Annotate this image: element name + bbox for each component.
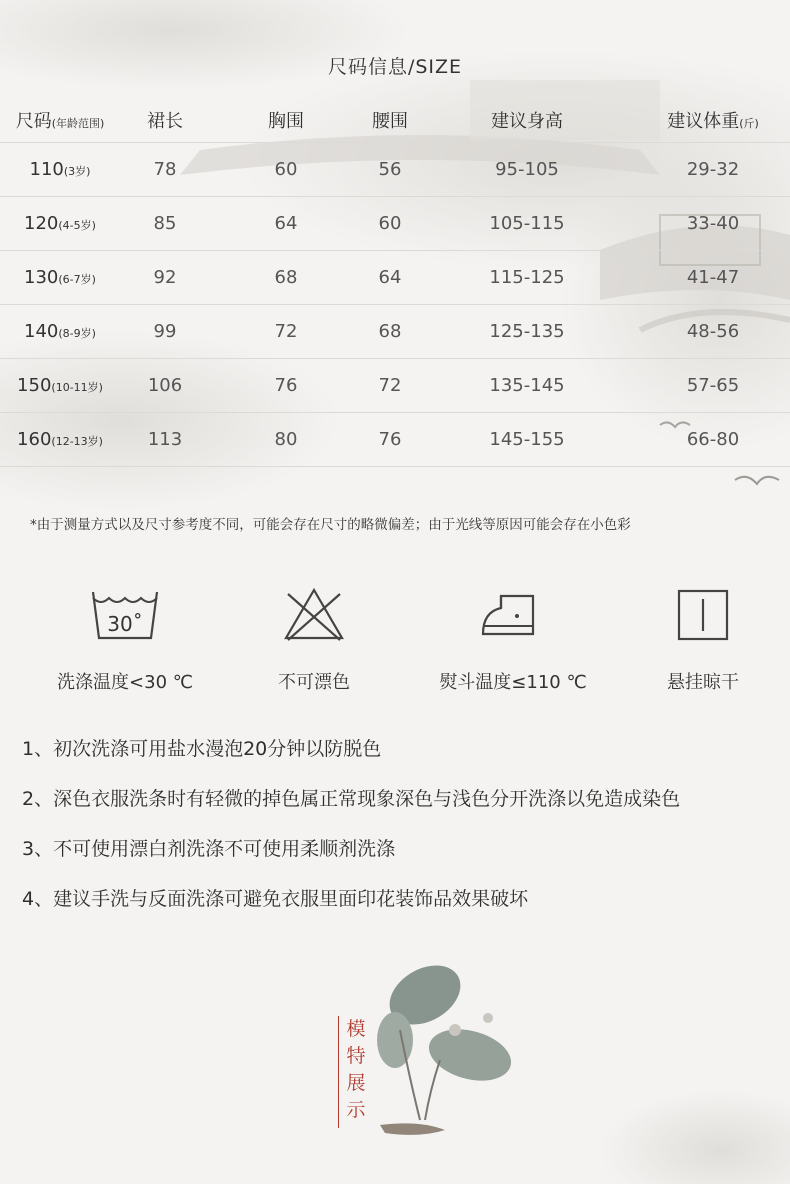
cell-chest: 80 — [210, 413, 362, 467]
cell-height: 115-125 — [418, 251, 636, 305]
cell-waist: 60 — [362, 197, 418, 251]
wash-30-icon — [25, 586, 225, 644]
col-header-size: 尺码(年龄范围) — [15, 111, 105, 132]
cell-weight: 57-65 — [636, 359, 790, 413]
table-row — [0, 413, 790, 467]
seal-char: 示 — [346, 1099, 366, 1121]
measurement-note: *由于测量方式以及尺寸参考度不同，可能会存在尺寸的略微偏差；由于光线等原因可能会存在小色彩 — [30, 517, 631, 533]
cell-waist: 64 — [362, 251, 418, 305]
no-bleach-icon — [214, 586, 414, 644]
cell-height: 145-155 — [418, 413, 636, 467]
table-row — [0, 359, 790, 413]
tip-item: 1、初次洗涤可用盐水漫泡20分钟以防脱色 — [22, 738, 382, 760]
cell-height: 135-145 — [418, 359, 636, 413]
col-header-length: 裙长 — [147, 111, 183, 132]
table-row — [0, 305, 790, 359]
cell-length: 113 — [120, 413, 210, 467]
seal-char: 特 — [346, 1045, 366, 1067]
seal-char: 模 — [346, 1018, 366, 1040]
cell-chest: 60 — [210, 143, 362, 197]
table-row — [0, 197, 790, 251]
tip-item: 3、不可使用漂白剂洗涤不可使用柔顺剂洗涤 — [22, 838, 396, 860]
care-label-wash: 洗涤温度<30 ℃ — [57, 672, 193, 693]
iron-icon — [413, 586, 613, 644]
col-header-waist: 腰围 — [372, 111, 408, 132]
cell-length: 92 — [120, 251, 210, 305]
cell-height: 95-105 — [418, 143, 636, 197]
page-title: 尺码信息/SIZE — [327, 56, 463, 78]
tip-item: 4、建议手洗与反面洗涤可避免衣服里面印花装饰品效果破坏 — [22, 888, 529, 910]
cell-height: 105-115 — [418, 197, 636, 251]
cell-waist: 56 — [362, 143, 418, 197]
cell-height: 125-135 — [418, 305, 636, 359]
size-table — [0, 98, 790, 467]
cell-chest: 68 — [210, 251, 362, 305]
model-display-seal — [338, 1016, 373, 1128]
care-label-no-bleach: 不可漂色 — [278, 672, 350, 693]
cell-chest: 72 — [210, 305, 362, 359]
cell-size: 120(4-5岁) — [0, 197, 120, 251]
cell-weight: 41-47 — [636, 251, 790, 305]
care-tips-list — [22, 735, 680, 935]
seal-char: 展 — [346, 1072, 366, 1094]
table-header-row — [0, 98, 790, 143]
cell-length: 99 — [120, 305, 210, 359]
cell-waist: 76 — [362, 413, 418, 467]
cell-chest: 64 — [210, 197, 362, 251]
tip-item: 2、深色衣服洗条时有轻微的掉色属正常现象深色与浅色分开洗涤以免造成染色 — [22, 788, 681, 810]
wash-temp-text: 30˚ — [107, 612, 143, 636]
cell-weight: 33-40 — [636, 197, 790, 251]
table-row — [0, 251, 790, 305]
care-item-hang-dry — [603, 586, 790, 694]
cell-weight: 66-80 — [636, 413, 790, 467]
care-label-iron: 熨斗温度≤110 ℃ — [439, 672, 587, 693]
cell-chest: 76 — [210, 359, 362, 413]
care-item-wash — [25, 586, 225, 694]
cell-length: 85 — [120, 197, 210, 251]
col-header-weight: 建议体重(斤) — [667, 111, 759, 132]
care-label-hang-dry: 悬挂晾干 — [667, 672, 739, 693]
care-item-no-bleach — [214, 586, 414, 694]
cell-weight: 29-32 — [636, 143, 790, 197]
cell-size: 130(6-7岁) — [0, 251, 120, 305]
cell-weight: 48-56 — [636, 305, 790, 359]
cell-length: 106 — [120, 359, 210, 413]
cell-waist: 68 — [362, 305, 418, 359]
hang-dry-icon — [603, 586, 790, 644]
cell-length: 78 — [120, 143, 210, 197]
col-header-chest: 胸围 — [268, 111, 304, 132]
cell-size: 150(10-11岁) — [0, 359, 120, 413]
col-header-height: 建议身高 — [491, 111, 563, 132]
cell-size: 140(8-9岁) — [0, 305, 120, 359]
care-item-iron — [413, 586, 613, 694]
table-row — [0, 143, 790, 197]
cell-size: 160(12-13岁) — [0, 413, 120, 467]
cell-size: 110(3岁) — [0, 143, 120, 197]
cell-waist: 72 — [362, 359, 418, 413]
